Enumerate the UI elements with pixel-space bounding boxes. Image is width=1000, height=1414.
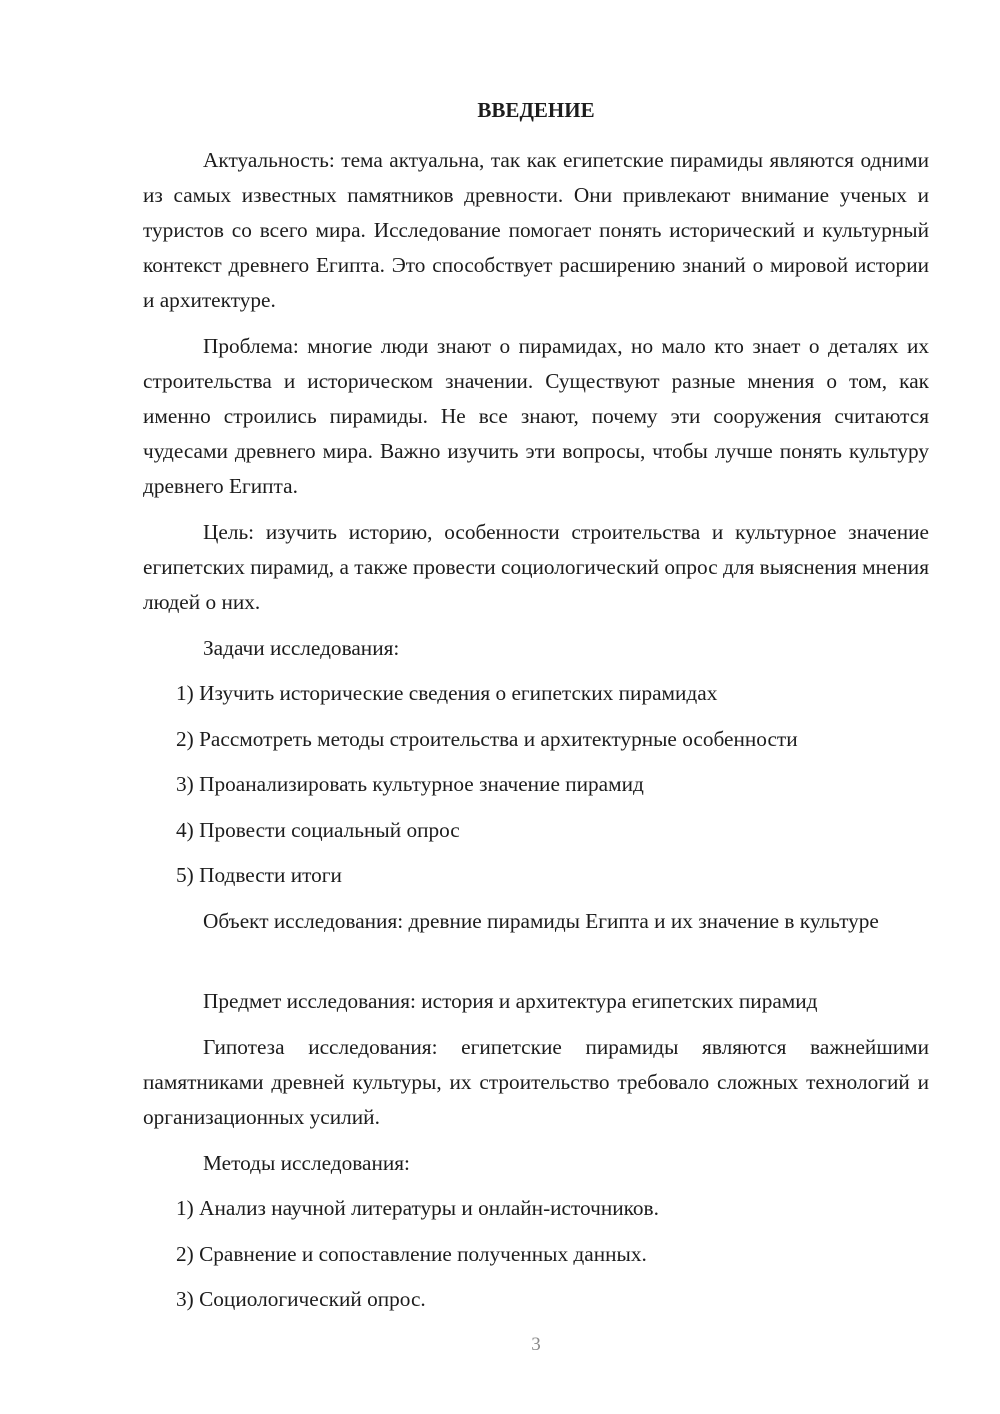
hypothesis-paragraph: Гипотеза исследования: египетские пирамиды являются важнейшими памятниками древней культуры, их строительство требовало сложных технологий и организационных усилий.	[143, 1035, 929, 1129]
method-item: 2) Сравнение и сопоставление полученных данных.	[176, 1242, 647, 1266]
object-paragraph: Объект исследования: древние пирамиды Египта и их значение в культуре	[203, 909, 879, 933]
goal-paragraph: Цель: изучить историю, особенности строительства и культурное значение египетских пирамид, а также провести социологический опрос для выяснения мнения людей о них.	[143, 520, 929, 614]
method-item: 1) Анализ научной литературы и онлайн-источников.	[176, 1196, 659, 1220]
method-item: 3) Социологический опрос.	[176, 1287, 426, 1311]
document-page	[143, 0, 929, 1414]
methods-heading: Методы исследования:	[203, 1151, 410, 1175]
page-title: ВВЕДЕНИЕ	[477, 98, 595, 122]
task-item: 1) Изучить исторические сведения о египетских пирамидах	[176, 681, 718, 705]
task-item: 3) Проанализировать культурное значение пирамид	[176, 772, 644, 796]
task-item: 5) Подвести итоги	[176, 863, 342, 887]
tasks-heading: Задачи исследования:	[203, 636, 400, 660]
task-item: 4) Провести социальный опрос	[176, 818, 460, 842]
page-number: 3	[531, 1334, 541, 1355]
relevance-paragraph: Актуальность: тема актуальна, так как египетские пирамиды являются одними из самых известных памятников древности. Они привлекают внимание ученых и туристов со всего мира. Исследование помогает понять исторический и культурный контекст древнего Египта. Это способствует расширению знаний о мировой истории и архитектуре.	[143, 148, 929, 312]
problem-paragraph: Проблема: многие люди знают о пирамидах, но мало кто знает о деталях их строительства и историческом значении. Существуют разные мнения о том, как именно строились пирамиды. Не все знают, почему эти сооружения считаются чудесами древнего мира. Важно изучить эти вопросы, чтобы лучше понять культуру древнего Египта.	[143, 334, 929, 498]
task-item: 2) Рассмотреть методы строительства и архитектурные особенности	[176, 727, 798, 751]
subject-paragraph: Предмет исследования: история и архитектура египетских пирамид	[203, 989, 818, 1013]
